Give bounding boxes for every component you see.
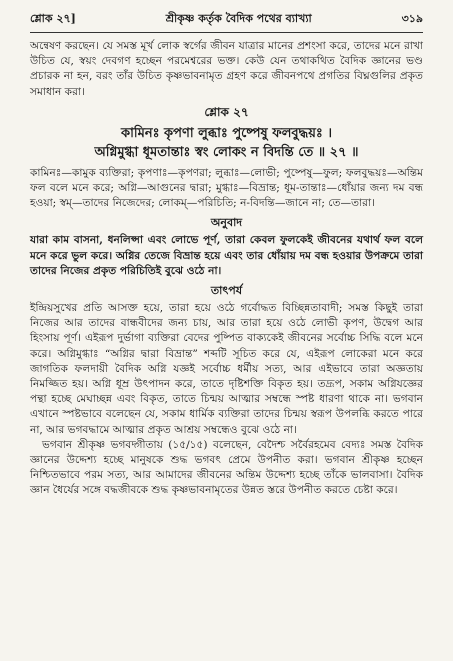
verse-heading: শ্লোক ২৭ [204, 104, 249, 119]
intro-paragraph: অন্বেষণ করছেন। যে সমস্ত মূর্খ লোক স্বর্গের জীবন যাত্রার মানের প্রশংসা করে, তাদের মনে রাখা উচিত যে, স্বয়ং দেবগণ হচ্ছেন পরমেশ্বরের ভক্ত। কেউ যেন তথাকথিত বৈদিক জ্ঞানের ভণ্ড প্রচারক না হন, বরং তাঁর উচিত কৃষ্ণভাবনামৃত গ্রহণ করে জীবনপথে প্রগতির বিঘ্নগুলির প্রকৃত সমাধান করা। [30, 40, 423, 98]
translation-text: যারা কাম বাসনা, ধনলিপ্সা এবং লোভে পূর্ণ, তারা কেবল ফুলকেই জীবনের যথার্থ ফল বলে মনে করে ভুল করে। অগ্নির তেজে বিভ্রান্ত হয়ে এবং তার ধোঁয়ায় দম বন্ধ হওয়ার উপক্রমে তারা তাদের নিজের প্রকৃত পরিচিতিই বুঝে ওঠে না। [30, 234, 423, 277]
purport-heading: তাৎপর্য [210, 284, 243, 298]
header-verse-ref: শ্লোক ২৭] [30, 12, 76, 25]
header-chapter-title: শ্রীকৃষ্ণ কর্তৃক বৈদিক পথের ব্যাখ্যা [165, 12, 312, 25]
verse-line-2: অগ্নিমুগ্ধা ধূমতান্তাঃ স্বং লোকং ন বিদন্তি তে ॥ ২৭ ॥ [94, 144, 359, 160]
verse-line-1: কামিনঃ কৃপণা লুব্ধাঃ পুষ্পেষু ফলবুদ্ধয়ঃ । [121, 125, 332, 141]
page-header [30, 10, 423, 33]
word-meanings: কামিনঃ—কামুক ব্যক্তিরা; কৃপণাঃ—কৃপণরা; লুব্ধাঃ—লোভী; পুষ্পেষু—ফুল; ফলবুদ্ধয়ঃ—অন্তিম ফল বলে মনে করে; অগ্নি—আগুনের দ্বারা; মুগ্ধাঃ—বিভ্রান্ত; ধূম-তান্তাঃ—ধোঁয়ার জন্য দম বন্ধ হওয়া; স্বম্—তাদের নিজেদের; লোকম্—পরিচিতি; ন-বিদন্তি—জানে না; তে—তারা। [30, 166, 423, 210]
purport-paragraph-2: ভগবান শ্রীকৃষ্ণ ভগবদ্গীতায় (১৫/১৫) বলেছেন, বেদৈশ্চ সর্বৈরহমেব বেদ্যঃ সমস্ত বৈদিক জ্ঞানের উদ্দেশ্য হচ্ছে মানুষকে শুদ্ধ ভগবৎ প্রেমে উপনীত করা। ভগবান শ্রীকৃষ্ণ হচ্ছেন নিশ্চিতভাবে পরম সত্য, আর আমাদের জীবনের অন্তিম উদ্দেশ্য হচ্ছে তাঁকে ভালবাসা। বৈদিক জ্ঞান ধৈর্যের সঙ্গে বদ্ধজীবকে শুদ্ধ কৃষ্ণভাবনামৃতের উন্নত স্তরে উপনীত করতে চেষ্টা করে। [30, 438, 423, 497]
verse-block [30, 124, 423, 162]
purport-paragraph-1: ইন্দ্রিয়সুখের প্রতি আসক্ত হয়ে, তারা হয়ে ওঠে গর্বোদ্ধত বিচ্ছিন্নতাবাদী; সমস্ত কিছুই তারা নিজের আর তাদের বান্ধবীদের জন্য চায়, আর তারা হয়ে ওঠে লোভী কৃপণ, উদ্বেগ আর হিংসায় পূর্ণ। এইরূপ দুর্ভাগা ব্যক্তিরা বেদের পুষ্পিত বাক্যকেই জীবনের সর্বোচ্চ সিদ্ধি বলে মনে করে। অগ্নিমুগ্ধাঃ “অগ্নির দ্বারা বিভ্রান্ত” শব্দটি সূচিত করে যে, এইরূপ লোকেরা মনে করে জাগতিক ফলদায়ী বৈদিক অগ্নি যজ্ঞই সর্বোচ্চ ধর্মীয় সত্য, আর এইভাবে তারা অজ্ঞতায় নিমজ্জিত হয়। অগ্নি ধূম্র উৎপাদন করে, তাতে দৃষ্টিশক্তি বিকৃত হয়। তদ্রূপ, সকাম অগ্নিযজ্ঞের পন্থা হচ্ছে মেঘাচ্ছন্ন এবং বিকৃত, তাতে চিন্ময় আত্মার সম্বন্ধে স্পষ্ট ধারণা থাকে না। ভগবান এখানে স্পষ্টভাবে বলেছেন যে, সকাম ধার্মিক ব্যক্তিরা তাদের চিন্ময় স্বরূপ উপলব্ধি করতে পারে না, আর ভগবদ্ধামে আত্মার প্রকৃত আশ্রয় সম্বন্ধেও বুঝে ওঠে না। [30, 302, 423, 436]
page-number: ৩১৯ [401, 12, 423, 25]
translation-heading: অনুবাদ [210, 216, 243, 230]
